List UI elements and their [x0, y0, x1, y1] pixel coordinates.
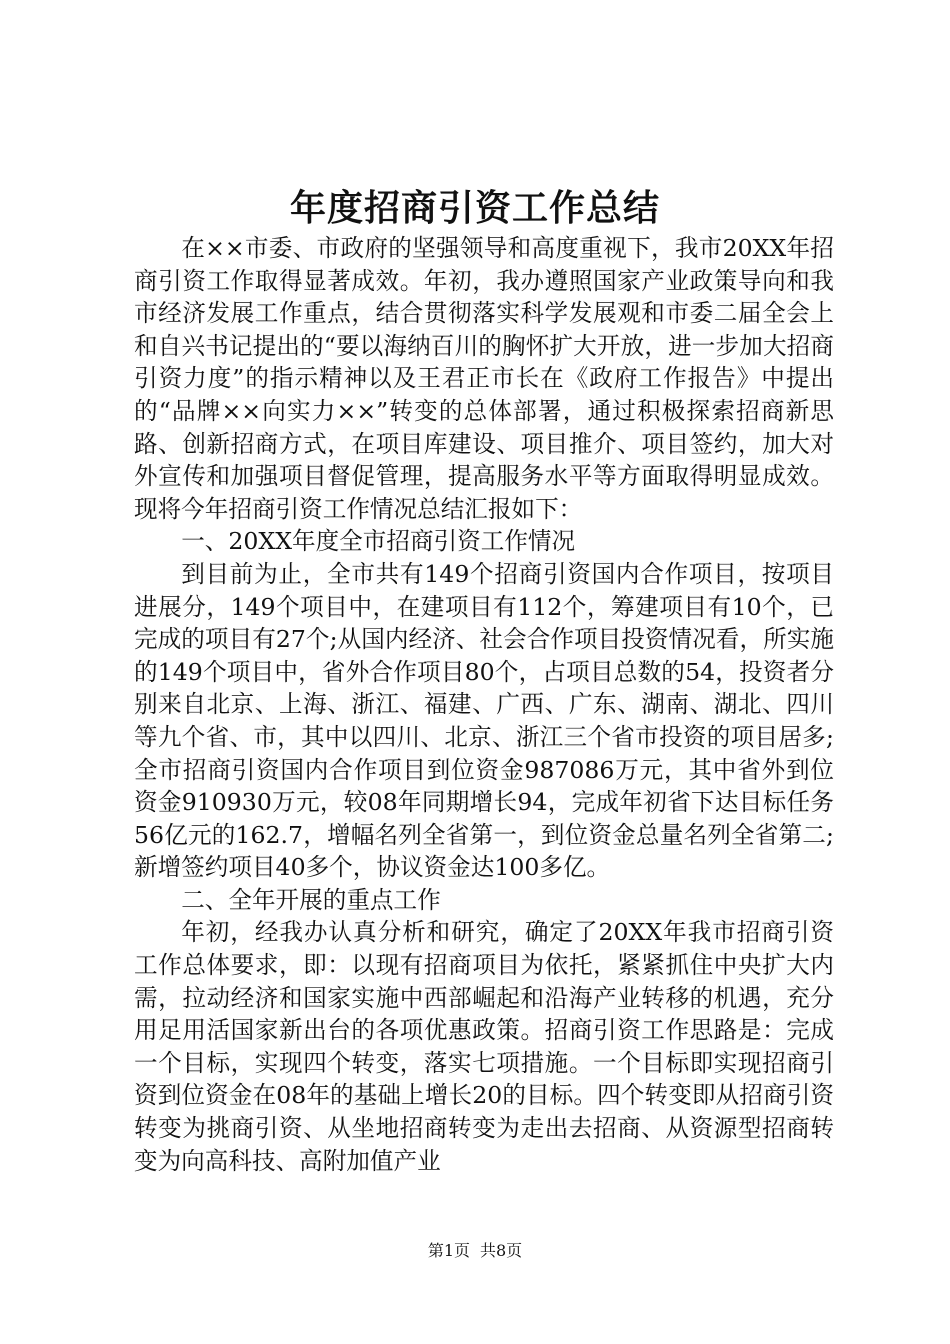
- document-body: [134, 232, 834, 1177]
- document-title: 年度招商引资工作总结: [289, 187, 660, 229]
- page-number-current: 第1页: [427, 1241, 470, 1260]
- section-heading-1: 一、20XX年度全市招商引资工作情况: [181, 527, 576, 556]
- page-footer: [0, 1240, 950, 1262]
- paragraph-section-1: 到目前为止，全市共有149个招商引资国内合作项目，按项目进展分，149个项目中，在建项目有112个，筹建项目有10个，已完成的项目有27个;从国内经济、社会合作项目投资情况看，所实施的149个项目中，省外合作项目80个，占项目总数的54，投资者分别来自北京、上海、浙江、福建、广西、广东、湖南、湖北、四川等九个省、市，其中以四川、北京、浙江三个省市投资的项目居多;全市招商引资国内合作项目到位资金987086万元，其中省外到位资金910930万元，较08年同期增长94，完成年初省下达目标任务56亿元的162.7，增幅名列全省第一，到位资金总量名列全省第二;新增签约项目40多个，协议资金达100多亿。: [134, 559, 834, 882]
- paragraph-section-2: 年初，经我办认真分析和研究，确定了20XX年我市招商引资工作总体要求，即：以现有招商项目为依托，紧紧抓住中央扩大内需，拉动经济和国家实施中西部崛起和沿海产业转移的机遇，充分用足用活国家新出台的各项优惠政策。招商引资工作思路是：完成一个目标，实现四个转变，落实七项措施。一个目标即实现招商引资到位资金在08年的基础上增长20的目标。四个转变即从招商引资转变为挑商引资、从坐地招商转变为走出去招商、从资源型招商转变为向高科技、高附加值产业: [134, 918, 834, 1175]
- paragraph-intro: 在××市委、市政府的坚强领导和高度重视下，我市20XX年招商引资工作取得显著成效。年初，我办遵照国家产业政策导向和我市经济发展工作重点，结合贯彻落实科学发展观和市委二届全会上和自兴书记提出的“要以海纳百川的胸怀扩大开放，进一步加大招商引资力度”的指示精神以及王君正市长在《政府工作报告》中提出的“品牌××向实力××”转变的总体部署，通过积极探索招商新思路、创新招商方式，在项目库建设、项目推介、项目签约，加大对外宣传和加强项目督促管理，提高服务水平等方面取得明显成效。现将今年招商引资工作情况总结汇报如下：: [134, 234, 834, 523]
- section-heading-2: 二、全年开展的重点工作: [181, 885, 441, 914]
- page-number-total: 共8页: [480, 1241, 523, 1260]
